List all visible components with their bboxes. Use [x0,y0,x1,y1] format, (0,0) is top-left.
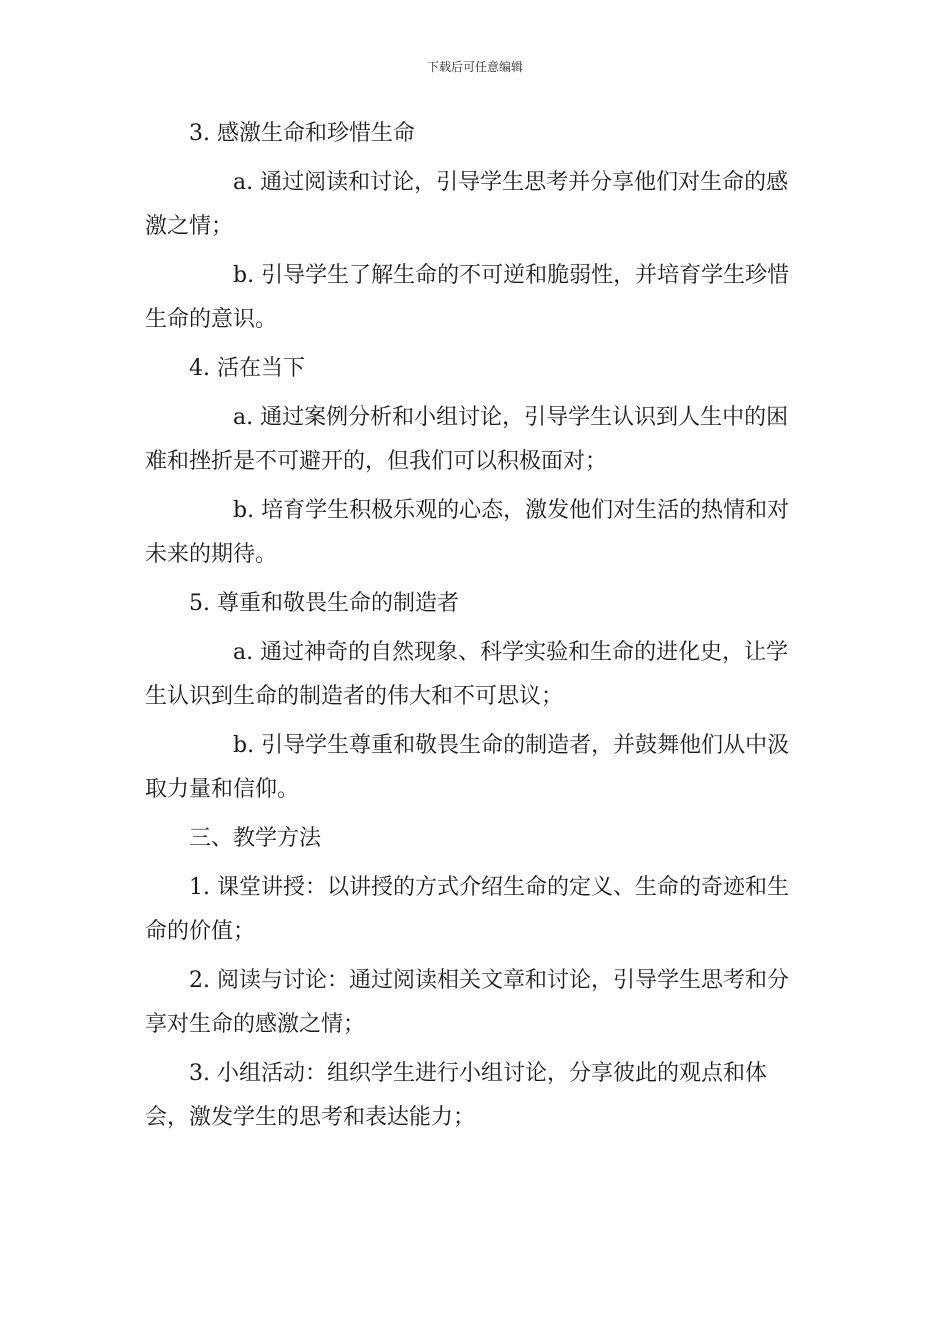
paragraph-3b: b. 引导学生了解生命的不可逆和脆弱性，并培育学生珍惜生命的意识。 [145,263,790,332]
paragraph-5a: a. 通过神奇的自然现象、科学实验和生命的进化史，让学生认识到生命的制造者的伟大和不可思议； [145,640,789,709]
section-heading-5: 5. 尊重和敬畏生命的制造者 [189,591,459,616]
paragraph-4a: a. 通过案例分析和小组讨论，引导学生认识到人生中的困难和挫折是不可避开的，但我们可以积极面对； [145,405,789,474]
document-body [145,112,810,1145]
section-heading-4: 4. 活在当下 [189,356,305,381]
method-item-3: 3. 小组活动：组织学生进行小组讨论，分享彼此的观点和体会，激发学生的思考和表达能力； [145,1061,767,1130]
page-header: 下载后可任意编辑 [426,60,523,74]
paragraph-4b: b. 培育学生积极乐观的心态，激发他们对生活的热情和对未来的期待。 [145,498,790,567]
paragraph-5b: b. 引导学生尊重和敬畏生命的制造者，并鼓舞他们从中汲取力量和信仰。 [145,733,790,802]
paragraph-3a: a. 通过阅读和讨论，引导学生思考并分享他们对生命的感激之情； [145,170,789,239]
section-heading-teaching-methods: 三、教学方法 [189,826,322,851]
method-item-1: 1. 课堂讲授：以讲授的方式介绍生命的定义、生命的奇迹和生命的价值； [145,875,789,944]
section-heading-3: 3. 感激生命和珍惜生命 [189,121,415,146]
method-item-2: 2. 阅读与讨论：通过阅读相关文章和讨论，引导学生思考和分享对生命的感激之情； [145,968,789,1037]
